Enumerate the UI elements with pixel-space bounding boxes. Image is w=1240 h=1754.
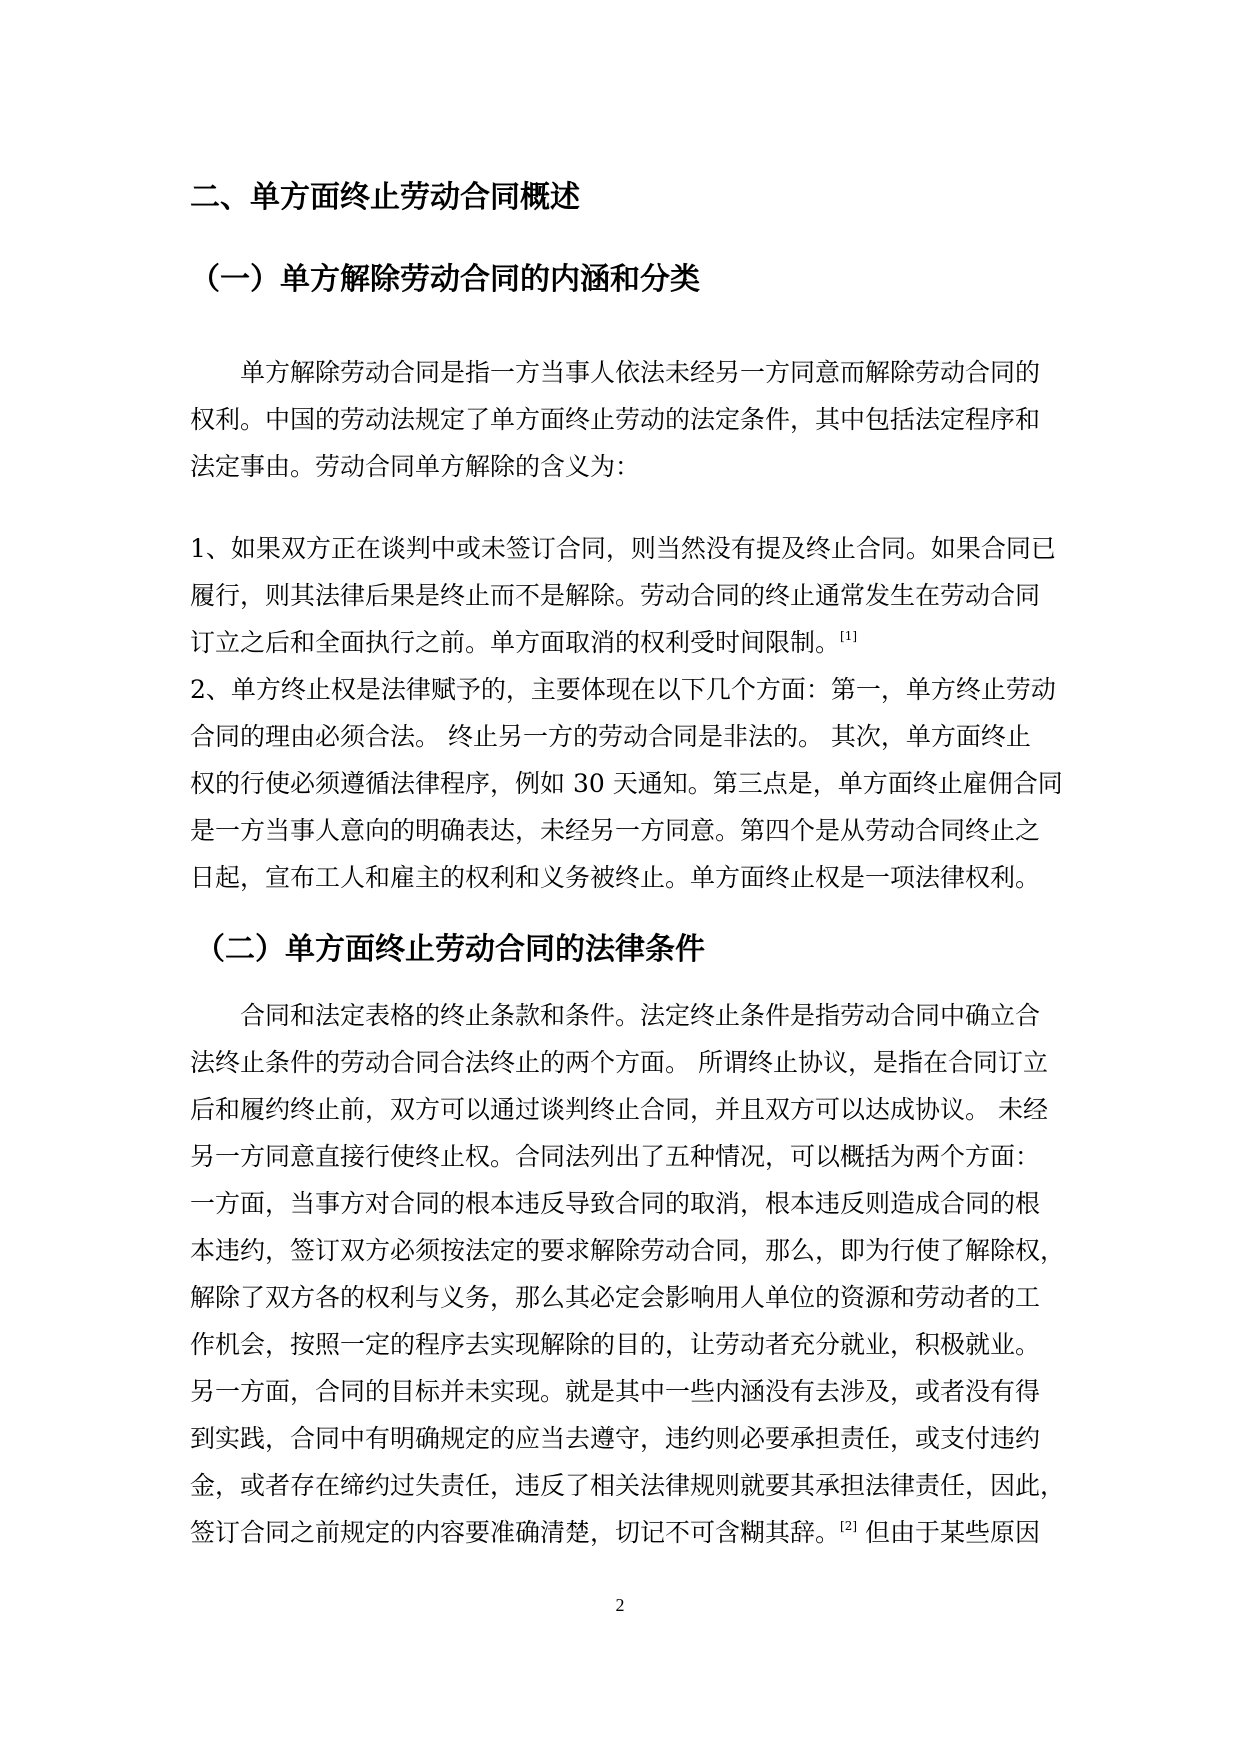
text-line: 作机会，按照一定的程序去实现解除的目的，让劳动者充分就业，积极就业。 [190, 1330, 1041, 1359]
text-line: 权利。中国的劳动法规定了单方面终止劳动的法定条件，其中包括法定程序和 [190, 405, 1041, 434]
page-number: 2 [615, 1595, 625, 1615]
text-line: 1、如果双方正在谈判中或未签订合同，则当然没有提及终止合同。如果合同已 [190, 534, 1056, 563]
text-line: 金，或者存在缔约过失责任，违反了相关法律规则就要其承担法律责任，因此， [190, 1471, 1066, 1500]
text-line: 后和履约终止前，双方可以通过谈判终止合同，并且双方可以达成协议。 未经 [190, 1095, 1048, 1124]
text-line: 权的行使必须遵循法律程序，例如 30 天通知。第三点是，单方面终止雇佣合同 [190, 769, 1063, 798]
text-line-with-ref [190, 624, 857, 662]
text-line: 合同和法定表格的终止条款和条件。法定终止条件是指劳动合同中确立合 [240, 1001, 1041, 1030]
text-line: 2、单方终止权是法律赋予的，主要体现在以下几个方面：第一，单方终止劳动 [190, 675, 1056, 704]
text-line-tail: 但由于某些原因 [864, 1518, 1040, 1547]
text-line: 到实践，合同中有明确规定的应当去遵守，违约则必要承担责任，或支付违约 [190, 1424, 1041, 1453]
text-line: 日起，宣布工人和雇主的权利和义务被终止。单方面终止权是一项法律权利。 [190, 863, 1041, 892]
footnote-ref-1[interactable]: [1] [840, 629, 858, 643]
text-line: 订立之后和全面执行之前。单方面取消的权利受时间限制。 [190, 628, 841, 657]
text-line-with-ref [190, 1514, 1040, 1552]
text-line: 另一方同意直接行使终止权。合同法列出了五种情况，可以概括为两个方面： [190, 1142, 1041, 1171]
text-line: 本违约，签订双方必须按法定的要求解除劳动合同，那么，即为行使了解除权， [190, 1236, 1066, 1265]
text-line: 合同的理由必须合法。 终止另一方的劳动合同是非法的。 其次，单方面终止 [190, 722, 1031, 751]
text-line: 单方解除劳动合同是指一方当事人依法未经另一方同意而解除劳动合同的 [240, 358, 1041, 387]
text-line: 法定事由。劳动合同单方解除的含义为： [190, 452, 641, 481]
text-line: 另一方面，合同的目标并未实现。就是其中一些内涵没有去涉及，或者没有得 [190, 1377, 1041, 1406]
subsection-title-1: （一）单方解除劳动合同的内涵和分类 [190, 262, 700, 297]
text-line: 一方面，当事方对合同的根本违反导致合同的取消，根本违反则造成合同的根 [190, 1189, 1041, 1218]
footnote-ref-2[interactable]: [2] [840, 1519, 858, 1533]
text-line: 履行，则其法律后果是终止而不是解除。劳动合同的终止通常发生在劳动合同 [190, 581, 1041, 610]
text-line: 签订合同之前规定的内容要准确清楚，切记不可含糊其辞。 [190, 1518, 841, 1547]
section-title: 二、单方面终止劳动合同概述 [190, 180, 580, 215]
text-line: 解除了双方各的权利与义务，那么其必定会影响用人单位的资源和劳动者的工 [190, 1283, 1041, 1312]
text-line: 法终止条件的劳动合同合法终止的两个方面。 所谓终止协议，是指在合同订立 [190, 1048, 1048, 1077]
text-line: 是一方当事人意向的明确表达，未经另一方同意。第四个是从劳动合同终止之 [190, 816, 1041, 845]
subsection-title-2: （二）单方面终止劳动合同的法律条件 [195, 932, 705, 967]
